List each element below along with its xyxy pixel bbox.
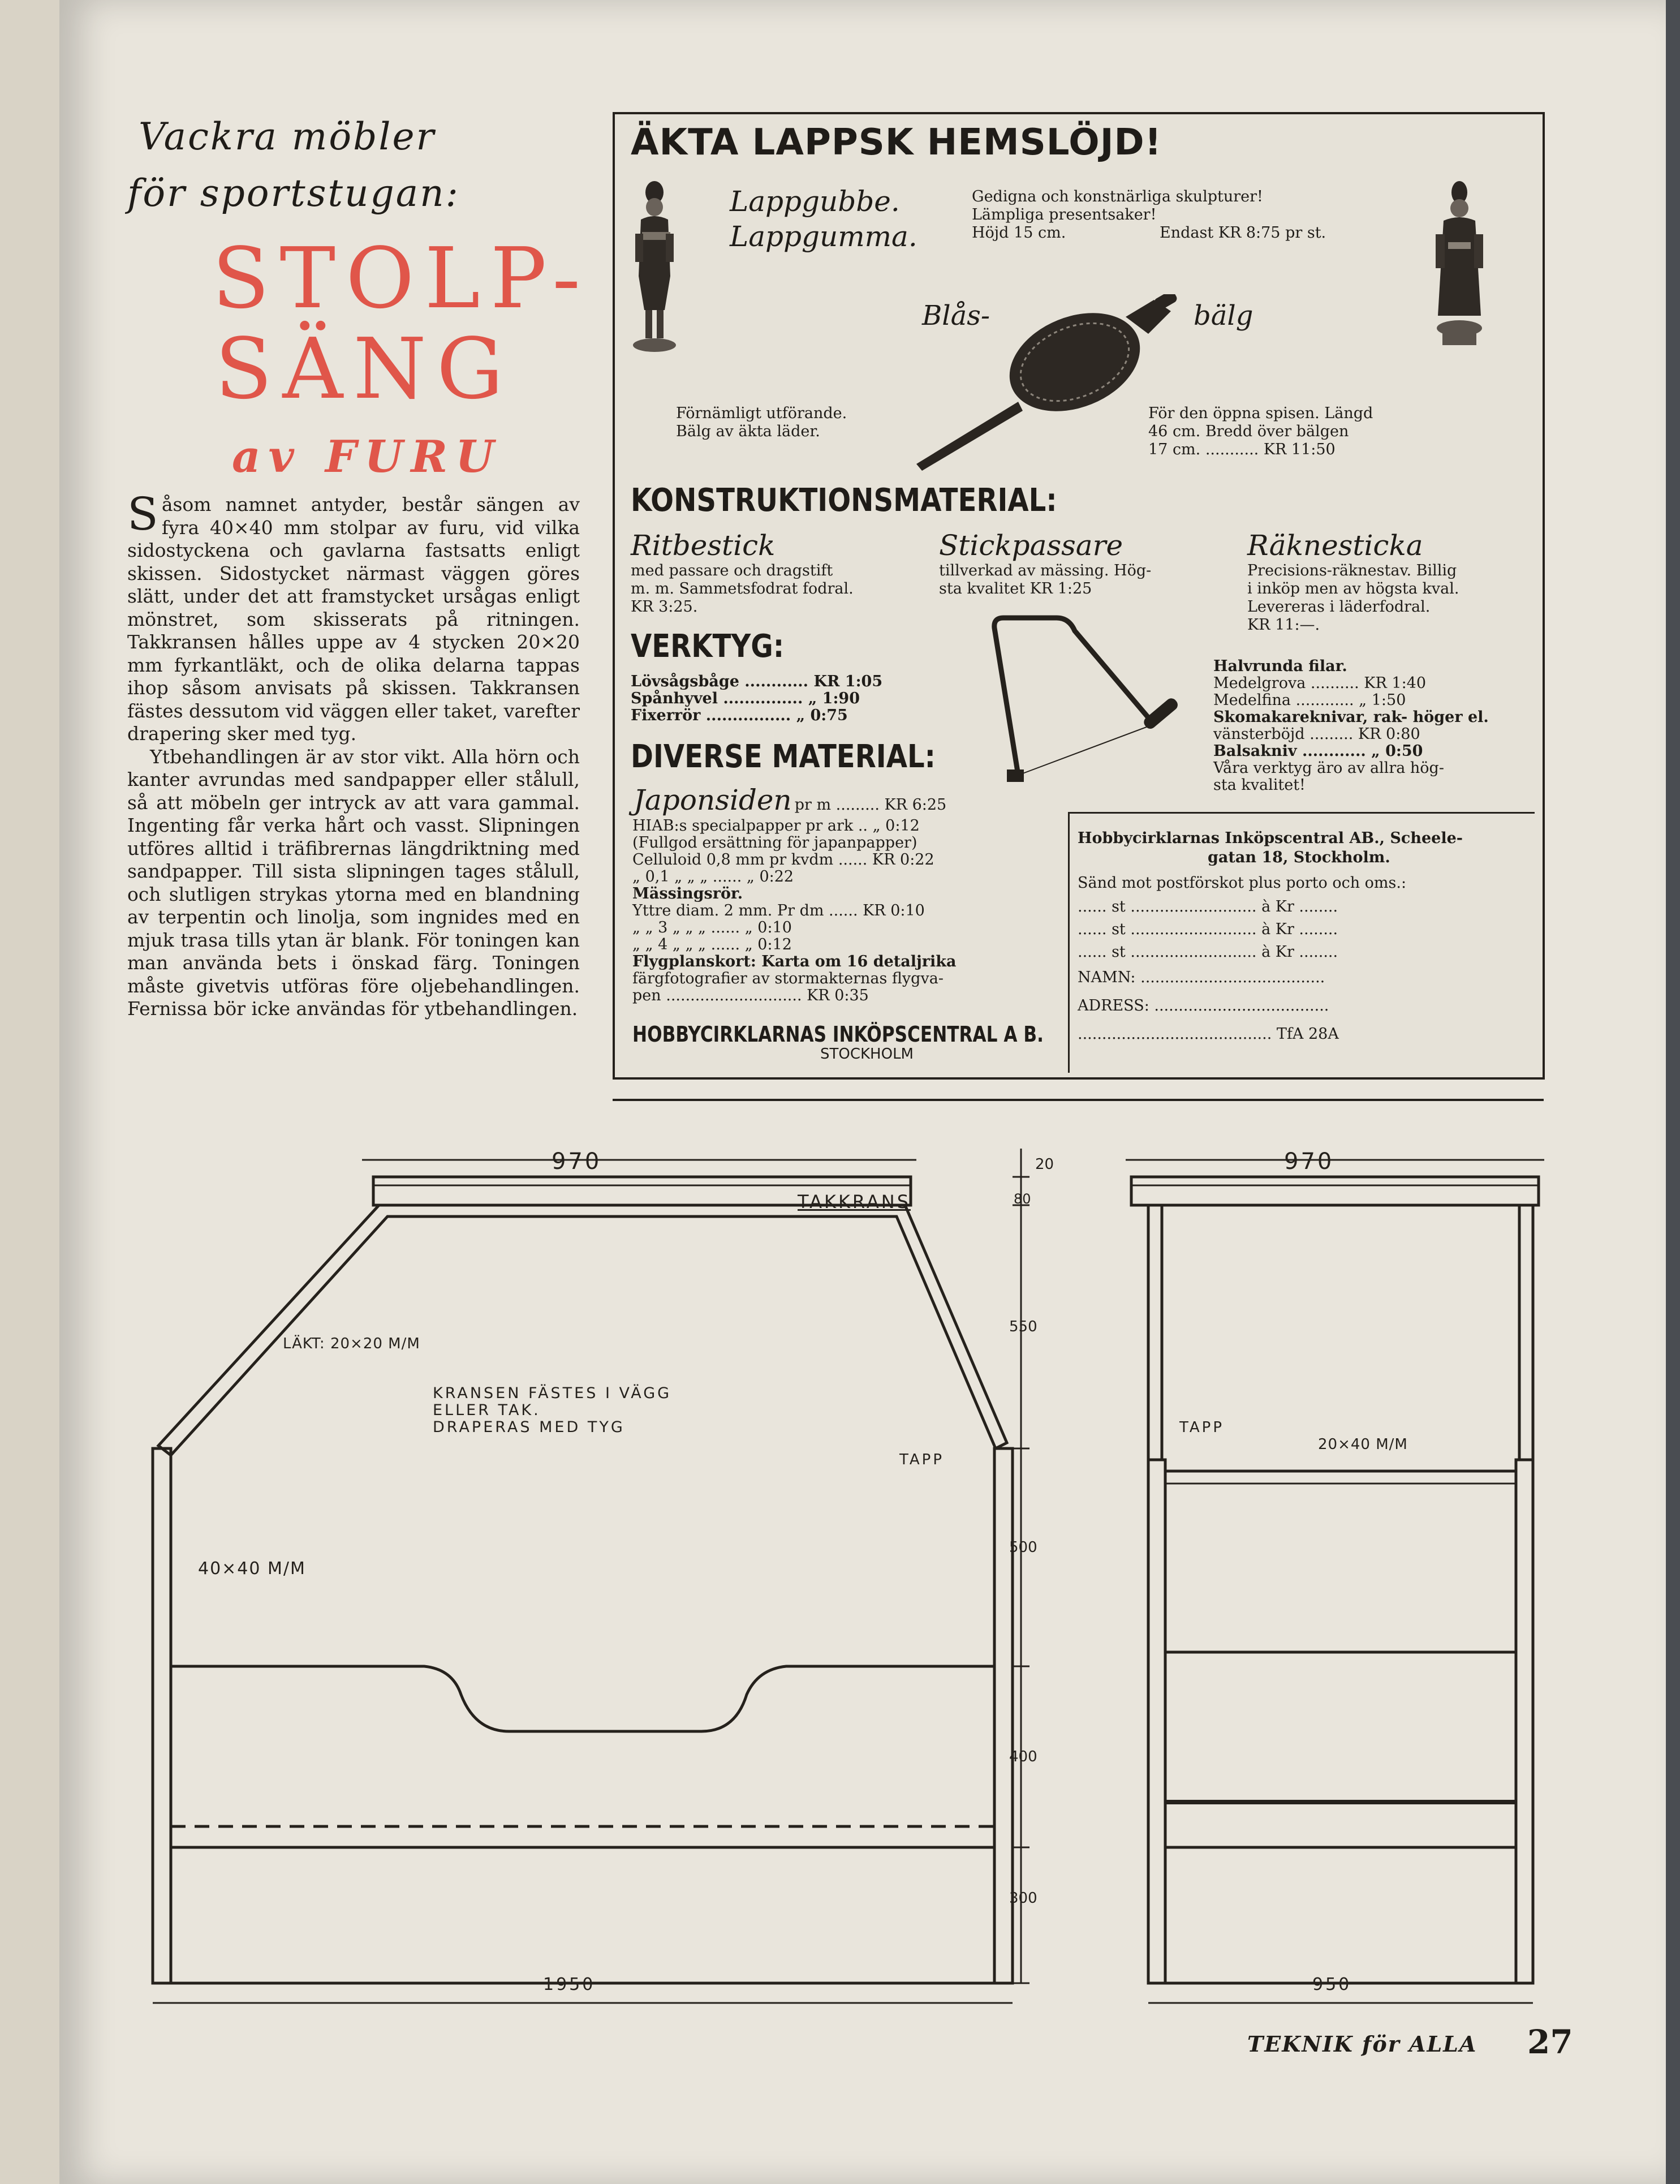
drop-cap: S (127, 488, 158, 540)
construction-heading: KONSTRUKTIONSMATERIAL: (631, 482, 1057, 519)
japonsiden-row: Japonsiden pr m ......... KR 6:25 (634, 784, 947, 816)
kicker-line-1: Vackra möbler (139, 115, 436, 158)
side-length-label: 950 (1312, 1975, 1352, 1994)
post-size-label: 40×40 M/M (198, 1559, 306, 1579)
misc-heading: DIVERSE MATERIAL: (631, 738, 936, 775)
article-body (127, 488, 580, 1021)
figure-price: Endast KR 8:75 pr st. (1160, 224, 1326, 242)
dim-20: 20 (1035, 1156, 1054, 1173)
front-length-label: 1950 (543, 1975, 596, 1994)
tools-price-list: Lövsågsbåge ............ KR 1:05 Spånhyvel ............... „ 1:90 Fixerrör ................ „ 0:75 (631, 673, 883, 724)
bed-drawing (136, 1137, 1584, 2020)
figure-names (730, 184, 917, 254)
rail-size-label: 20×40 M/M (1318, 1436, 1408, 1453)
bellows-description-right: För den öppna spisen. Längd 46 cm. Bredd över bälgen 17 cm. ........... KR 11:50 (1148, 405, 1373, 458)
dim-80: 80 (1014, 1191, 1031, 1207)
company-city: STOCKHOLM (820, 1046, 914, 1063)
misc-price-list: HIAB:s specialpapper pr ark .. „ 0:12 (Fullgod ersättning för japanpapper) Celluloid 0,8 mm pr kvdm ...... KR 0:22 „ 0,1 „ „ „ ...... „ 0:22 Mässingsrör. Yttre diam. 2 mm. Pr dm ...... KR 0:10 „ „ 3 „ „ „ ...... „ 0:10 „ „ 4 „ „ „ ...... „ 0:12 Flygplanskort: Karta om 16 detaljrika färgfotografier av stormakternas flygva- pen ............................ KR 0:35 (632, 817, 957, 1004)
takkrans-label: TAKKRANS (798, 1191, 911, 1213)
article-paragraph-1: åsom namnet antyder, består sängen av fyra 40×40 mm stolpar av furu, vid vilka sidostyckena och gavlarna fastsatts enligt skissen. Sidostycket närmast väggen göres slätt, under det att framstycket ursågas enligt mönstret, som skisserats på ritningen. Takkransen hålles uppe av 4 stycken 20×20 mm fyrkantläkt, och de olika delarna tappas ihop såsom anvisats på skissen. Takkransen fästes dessutom vid väggen eller taket, varefter drapering sker med tyg. (127, 493, 580, 745)
article-title-line-1: STOLP- (212, 230, 591, 327)
article-title-line-2: SÄNG (215, 320, 514, 418)
lappgubbe-figurine-image (631, 180, 679, 355)
figure-description: Gedigna och konstnärliga skulpturer! Lämpliga presentsaker! Höjd 15 cm. (972, 188, 1263, 242)
front-tapp-label: TAPP (899, 1451, 945, 1468)
ad-headline: ÄKTA LAPPSK HEMSLÖJD! (631, 122, 1162, 164)
side-width-label: 970 (1284, 1149, 1334, 1175)
magazine-name: TEKNIK för ALLA (1247, 2031, 1477, 2057)
article-subtitle: av FURU (232, 431, 502, 483)
item-stickpassare: Stickpassare tillverkad av mässing. Hög- sta kvalitet KR 1:25 (939, 529, 1152, 597)
company-name: HOBBYCIRKLARNAS INKÖPSCENTRAL A B. (632, 1022, 1044, 1047)
dim-400: 400 (1009, 1748, 1037, 1765)
item-ritbestick: Ritbestick med passare och dragstift m. m. Sammetsfodrat fodral. KR 3:25. (631, 529, 854, 616)
figure-name-1: Lappgubbe. (730, 185, 900, 218)
front-width-label: 970 (552, 1149, 602, 1175)
bellows-title-right: bälg (1194, 300, 1253, 332)
section-divider (613, 1099, 1544, 1101)
dim-500: 500 (1009, 1539, 1037, 1556)
lappgumma-figurine-image (1431, 180, 1488, 355)
lakt-label: LÄKT: 20×20 M/M (283, 1335, 420, 1352)
bellows-description-left: Förnämligt utförande. Bälg av äkta läder. (676, 405, 847, 440)
files-price-list: Halvrunda filar. Medelgrova .......... KR 1:40 Medelfina ............ „ 1:50 Skomakareknivar, rak- höger el. vänsterböjd ......... KR 0:80 Balsakniv ............ „ 0:50 Våra verktyg äro av allra hög- sta kvalitet! (1213, 657, 1489, 794)
side-tapp-label: TAPP (1179, 1419, 1225, 1436)
article-paragraph-2: Ytbehandlingen är av stor vikt. Alla hörn och kanter avrundas med sandpapper eller stålull, så att möbeln ger intryck av att vara gammal. Ingenting får verka hårt och vasst. Slipningen utföres alltid i träfibrernas längdriktning med sandpapper. Till sista slipningen tages stålull, och slutligen strykas ytorna med en blandning av terpentin och linolja, som ingnides med en mjuk trasa tills ytan är blank. För toningen kan man använda bets i önskad färg. Toningen måste givetvis utföras före oljebehandlingen. Fernissa bör icke användas för ytbehandlingen. (127, 745, 580, 1020)
item-raknesticka: Räknesticka Precisions-räknestav. Billig i inköp men av högsta kval. Levereras i läderfodral. KR 11:—. (1247, 529, 1459, 634)
kransen-note: KRANSEN FÄSTES I VÄGG ELLER TAK. DRAPERAS MED TYG (433, 1385, 672, 1436)
dim-300: 300 (1009, 1890, 1037, 1907)
page-number: 27 (1527, 2023, 1573, 2061)
tools-heading: VERKTYG: (631, 628, 785, 665)
fretsaw-image (984, 605, 1194, 786)
dim-550: 550 (1009, 1318, 1037, 1335)
order-coupon-text[interactable]: Hobbycirklarnas Inköpscentral AB., Scheele- gatan 18, Stockholm. Sänd mot postförskot plus porto och oms.: ...... st .......................... à Kr ........ ...... st .......................... à Kr ........ ...... st .......................... à Kr ........ NAMN: ...................................... ADRESS: .................................... ........................................ TfA 28A (1078, 829, 1463, 1043)
facing-page-edge (0, 0, 59, 2184)
kicker-line-2: för sportstugan: (127, 171, 460, 215)
bellows-title-left: Blås- (922, 300, 990, 332)
figure-name-2: Lappgumma. (730, 220, 917, 253)
